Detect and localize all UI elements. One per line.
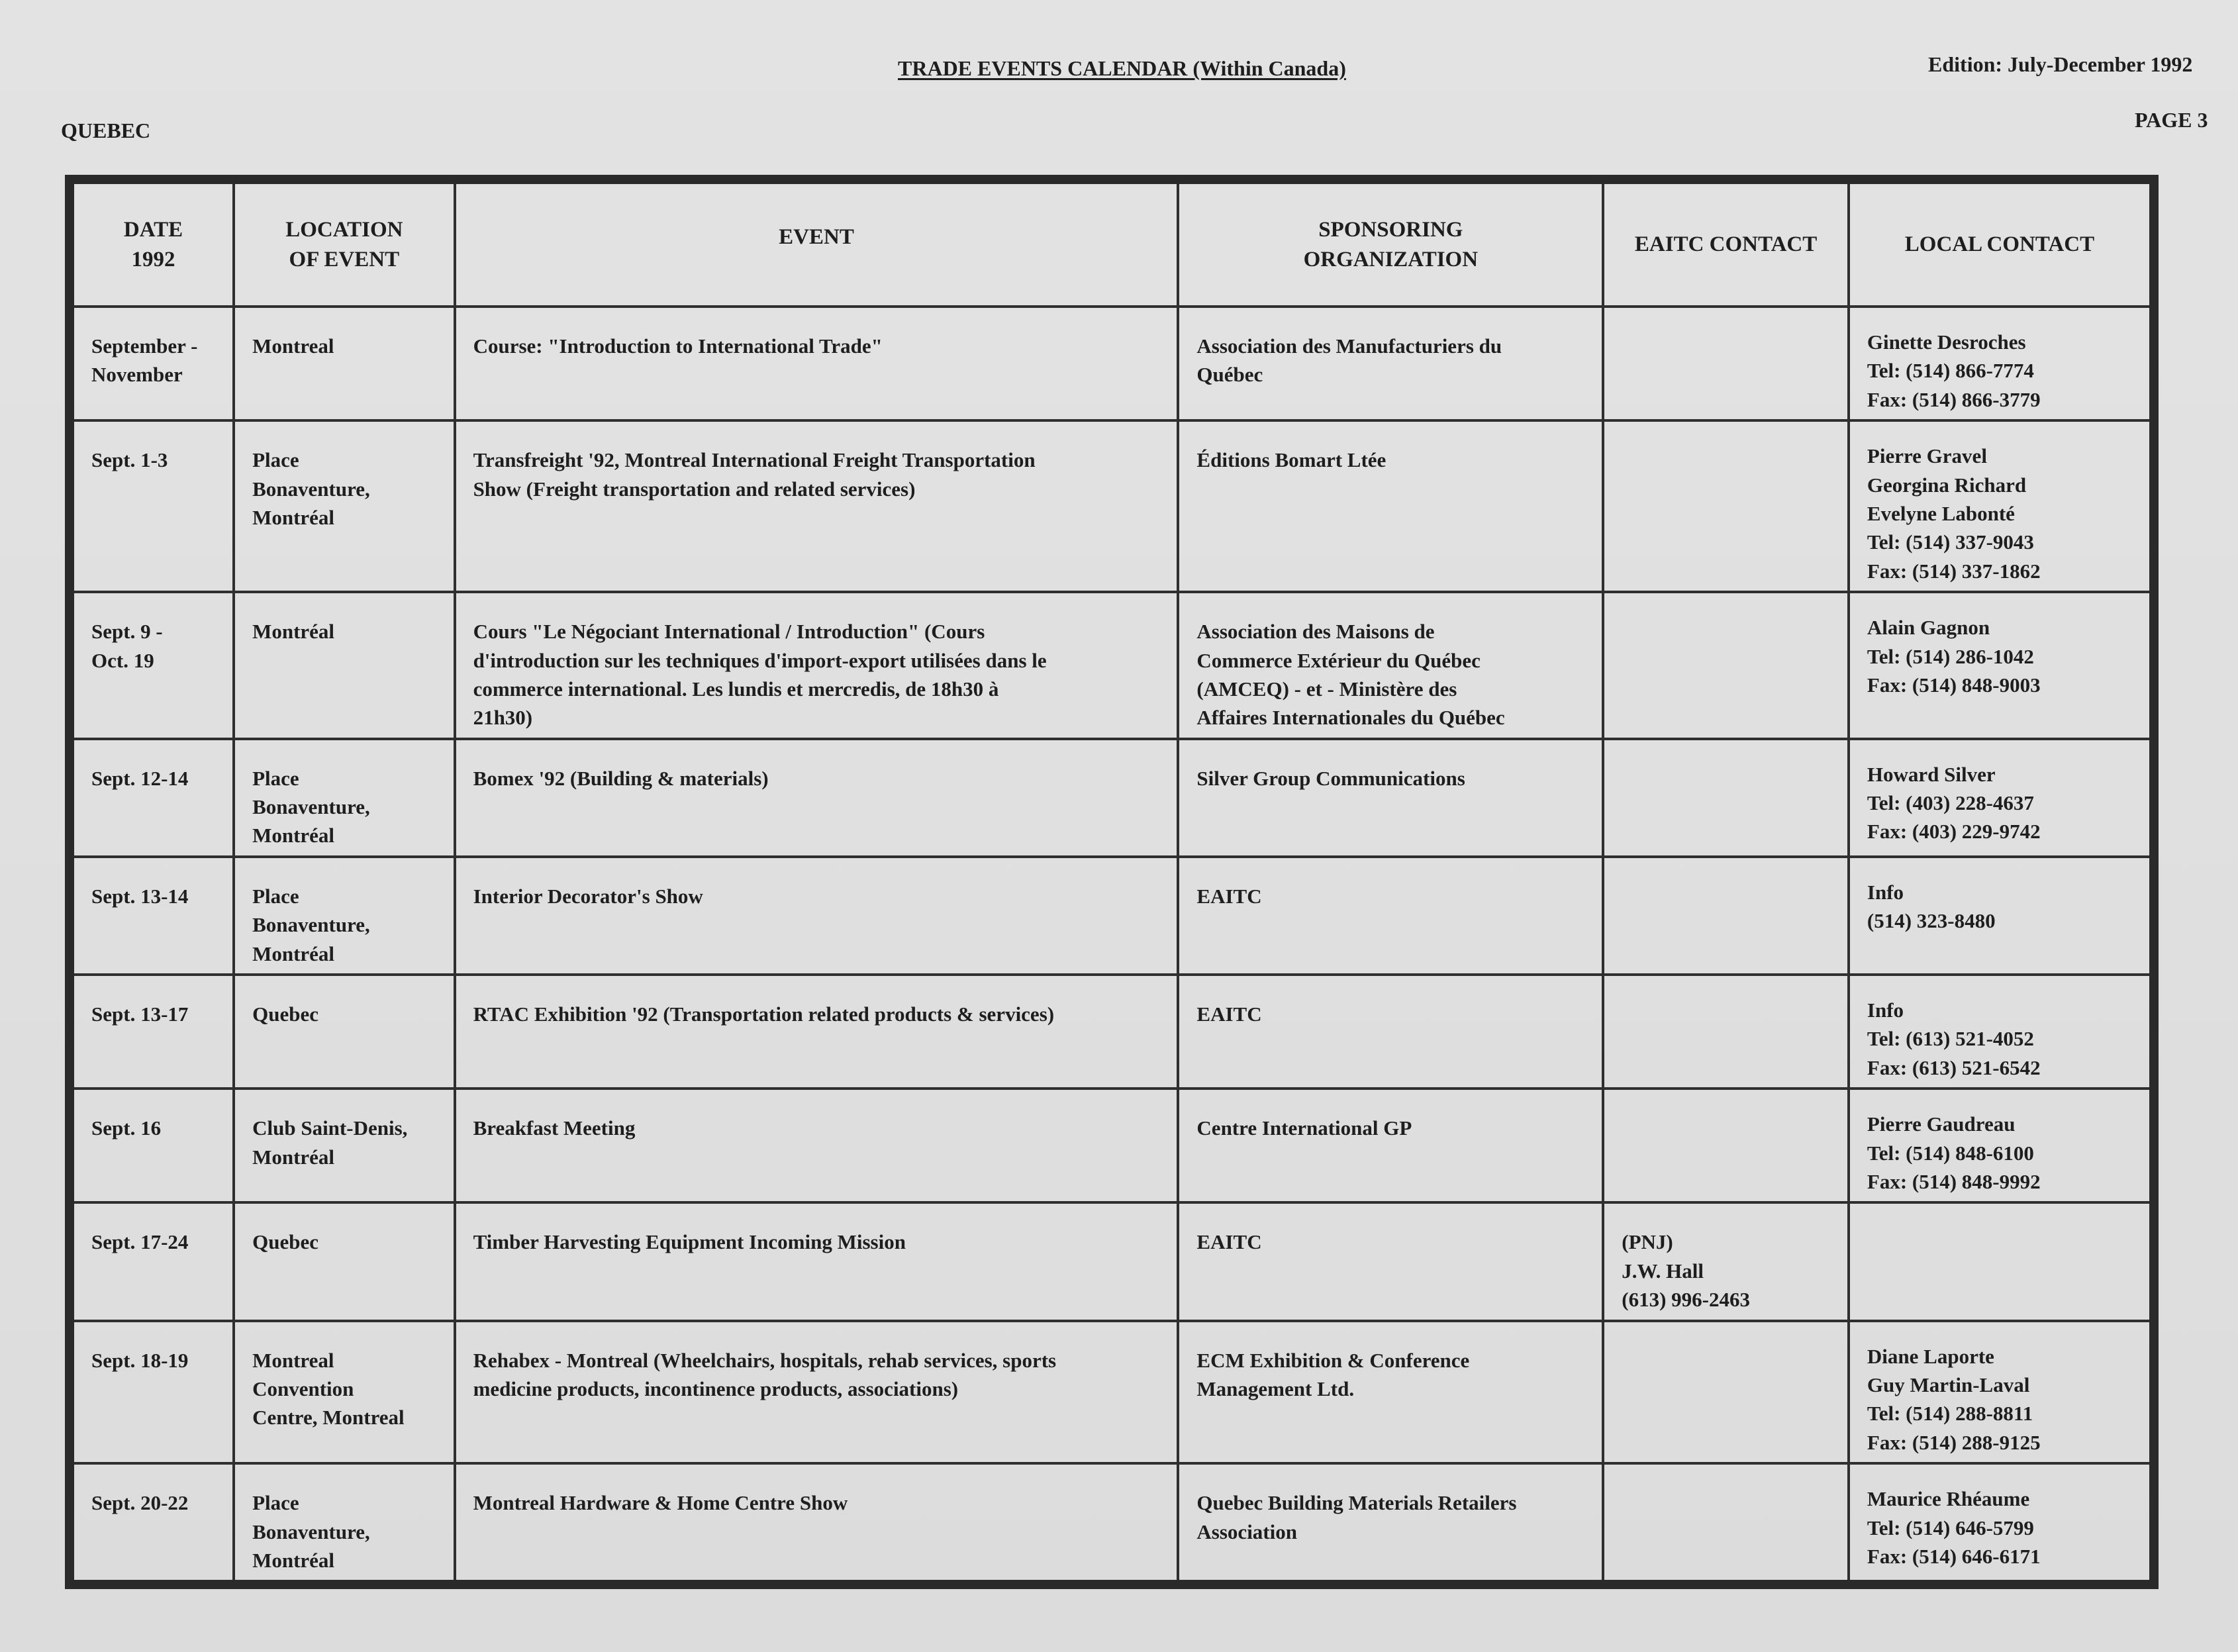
local-contact-line: Tel: (514) 288-8811 [1867, 1402, 2033, 1426]
local-contact-line: Georgina Richard [1867, 473, 2027, 497]
local-contact-line: Tel: (514) 337-9043 [1867, 530, 2034, 554]
local-contact-line: Fax: (403) 229-9742 [1867, 820, 2041, 844]
column-header-eaitc-contact: EAITC CONTACT [1603, 179, 1849, 307]
cell-local-contact [1849, 857, 2154, 975]
cell-eaitc-contact [1603, 307, 1849, 420]
local-contact-line: Howard Silver [1867, 762, 1996, 786]
cell-sponsor: ECM Exhibition & Conference Management Ltd. [1178, 1321, 1603, 1464]
table-row [70, 857, 2154, 975]
cell-date: Sept. 20-22 [70, 1463, 234, 1584]
cell-date: Sept. 9 - Oct. 19 [70, 592, 234, 739]
local-contact-line: (514) 323-8480 [1867, 909, 1996, 933]
cell-local-contact [1849, 1321, 2154, 1464]
local-contact-line: Fax: (514) 646-6171 [1867, 1544, 2041, 1568]
local-contact-line: Tel: (613) 521-4052 [1867, 1027, 2034, 1051]
cell-local-contact [1849, 592, 2154, 739]
column-header-sponsor: SPONSORING ORGANIZATION [1178, 179, 1603, 307]
cell-eaitc-contact [1603, 857, 1849, 975]
cell-sponsor: EAITC [1178, 975, 1603, 1089]
table-body [70, 307, 2154, 1584]
local-contact-line: Tel: (514) 866-7774 [1867, 359, 2034, 383]
cell-location: Montréal [234, 592, 454, 739]
local-contact-line: Pierre Gravel [1867, 444, 1987, 468]
cell-date: Sept. 17-24 [70, 1202, 234, 1320]
local-contact-line: Alain Gagnon [1867, 616, 1990, 640]
cell-date: Sept. 13-17 [70, 975, 234, 1089]
cell-eaitc-contact [1603, 975, 1849, 1089]
cell-sponsor: Éditions Bomart Ltée [1178, 420, 1603, 592]
local-contact-line: Fax: (514) 848-9003 [1867, 673, 2041, 697]
cell-location: Club Saint-Denis, Montréal [234, 1089, 454, 1202]
cell-location: Place Bonaventure, Montréal [234, 857, 454, 975]
cell-sponsor: EAITC [1178, 857, 1603, 975]
cell-location: Montreal [234, 307, 454, 420]
cell-date: September - November [70, 307, 234, 420]
cell-event: Bomex '92 (Building & materials) [455, 739, 1179, 857]
local-contact-line: Tel: (514) 646-5799 [1867, 1516, 2034, 1539]
cell-sponsor: Association des Manufacturiers du Québec [1178, 307, 1603, 420]
local-contact-line: Pierre Gaudreau [1867, 1112, 2016, 1136]
table-row [70, 739, 2154, 857]
cell-location: Quebec [234, 975, 454, 1089]
column-header-local-contact: LOCAL CONTACT [1849, 179, 2154, 307]
local-contact-line: Tel: (514) 286-1042 [1867, 644, 2034, 668]
cell-sponsor: Centre International GP [1178, 1089, 1603, 1202]
local-contact-line: Fax: (613) 521-6542 [1867, 1055, 2041, 1079]
cell-location: Place Bonaventure, Montréal [234, 420, 454, 592]
table-row [70, 592, 2154, 739]
column-header-location: LOCATION OF EVENT [234, 179, 454, 307]
cell-local-contact [1849, 1202, 2154, 1320]
table-row [70, 1463, 2154, 1584]
cell-eaitc-contact [1603, 1321, 1849, 1464]
cell-sponsor: EAITC [1178, 1202, 1603, 1320]
cell-event: Interior Decorator's Show [455, 857, 1179, 975]
cell-local-contact [1849, 739, 2154, 857]
local-contact-line: Evelyne Labonté [1867, 501, 2015, 525]
cell-event: Rehabex - Montreal (Wheelchairs, hospitals, rehab services, sports medicine products, incontinence products, associations) [455, 1321, 1179, 1464]
cell-sponsor: Quebec Building Materials Retailers Association [1178, 1463, 1603, 1584]
local-contact-line: Tel: (514) 848-6100 [1867, 1141, 2034, 1165]
cell-date: Sept. 13-14 [70, 857, 234, 975]
page-title: TRADE EVENTS CALENDAR (Within Canada) [898, 56, 1346, 80]
cell-sponsor: Association des Maisons de Commerce Extérieur du Québec (AMCEQ) - et - Ministère des Affaires Internationales du Québec [1178, 592, 1603, 739]
cell-local-contact [1849, 975, 2154, 1089]
cell-location: Quebec [234, 1202, 454, 1320]
cell-date: Sept. 1-3 [70, 420, 234, 592]
table-row [70, 307, 2154, 420]
cell-eaitc-contact: (PNJ) J.W. Hall (613) 996-2463 [1603, 1202, 1849, 1320]
edition-label: Edition: July-December 1992 [1928, 52, 2193, 76]
table-row [70, 975, 2154, 1089]
cell-event: RTAC Exhibition '92 (Transportation related products & services) [455, 975, 1179, 1089]
table-row [70, 1202, 2154, 1320]
region-label: QUEBEC [61, 119, 151, 142]
local-contact-line: Fax: (514) 848-9992 [1867, 1169, 2041, 1193]
cell-eaitc-contact [1603, 592, 1849, 739]
local-contact-line: Ginette Desroches [1867, 330, 2026, 354]
local-contact-line: Info [1867, 998, 1904, 1022]
local-contact-line: Info [1867, 880, 1904, 904]
cell-local-contact [1849, 1089, 2154, 1202]
cell-eaitc-contact [1603, 1089, 1849, 1202]
cell-event: Cours "Le Négociant International / Introduction" (Cours d'introduction sur les techniques d'import-export utilisées dans le commerce international. Les lundis et mercredis, de 18h30 à 21h30) [455, 592, 1179, 739]
cell-location: Place Bonaventure, Montréal [234, 1463, 454, 1584]
cell-date: Sept. 12-14 [70, 739, 234, 857]
local-contact-line: Maurice Rhéaume [1867, 1487, 2030, 1511]
cell-location: Place Bonaventure, Montréal [234, 739, 454, 857]
page-number: PAGE 3 [2135, 108, 2208, 132]
local-contact-line: Fax: (514) 866-3779 [1867, 387, 2041, 411]
cell-event: Transfreight '92, Montreal International Freight Transportation Show (Freight transportation and related services) [455, 420, 1179, 592]
cell-event: Breakfast Meeting [455, 1089, 1179, 1202]
cell-sponsor: Silver Group Communications [1178, 739, 1603, 857]
cell-eaitc-contact [1603, 1463, 1849, 1584]
cell-event: Timber Harvesting Equipment Incoming Mission [455, 1202, 1179, 1320]
cell-location: Montreal Convention Centre, Montreal [234, 1321, 454, 1464]
table-row [70, 1089, 2154, 1202]
table-header-row [70, 179, 2154, 307]
cell-eaitc-contact [1603, 420, 1849, 592]
cell-local-contact [1849, 307, 2154, 420]
cell-date: Sept. 18-19 [70, 1321, 234, 1464]
cell-event: Montreal Hardware & Home Centre Show [455, 1463, 1179, 1584]
cell-local-contact [1849, 1463, 2154, 1584]
events-table [65, 175, 2159, 1589]
column-header-event: EVENT [455, 179, 1179, 307]
table-row [70, 420, 2154, 592]
cell-event: Course: "Introduction to International Trade" [455, 307, 1179, 420]
local-contact-line: Fax: (514) 288-9125 [1867, 1430, 2041, 1454]
local-contact-line: Fax: (514) 337-1862 [1867, 559, 2041, 583]
table-row [70, 1321, 2154, 1464]
cell-eaitc-contact [1603, 739, 1849, 857]
local-contact-line: Guy Martin-Laval [1867, 1373, 2030, 1396]
local-contact-line: Tel: (403) 228-4637 [1867, 791, 2034, 815]
cell-date: Sept. 16 [70, 1089, 234, 1202]
local-contact-line: Diane Laporte [1867, 1344, 1994, 1368]
column-header-date: DATE 1992 [70, 179, 234, 307]
cell-local-contact [1849, 420, 2154, 592]
